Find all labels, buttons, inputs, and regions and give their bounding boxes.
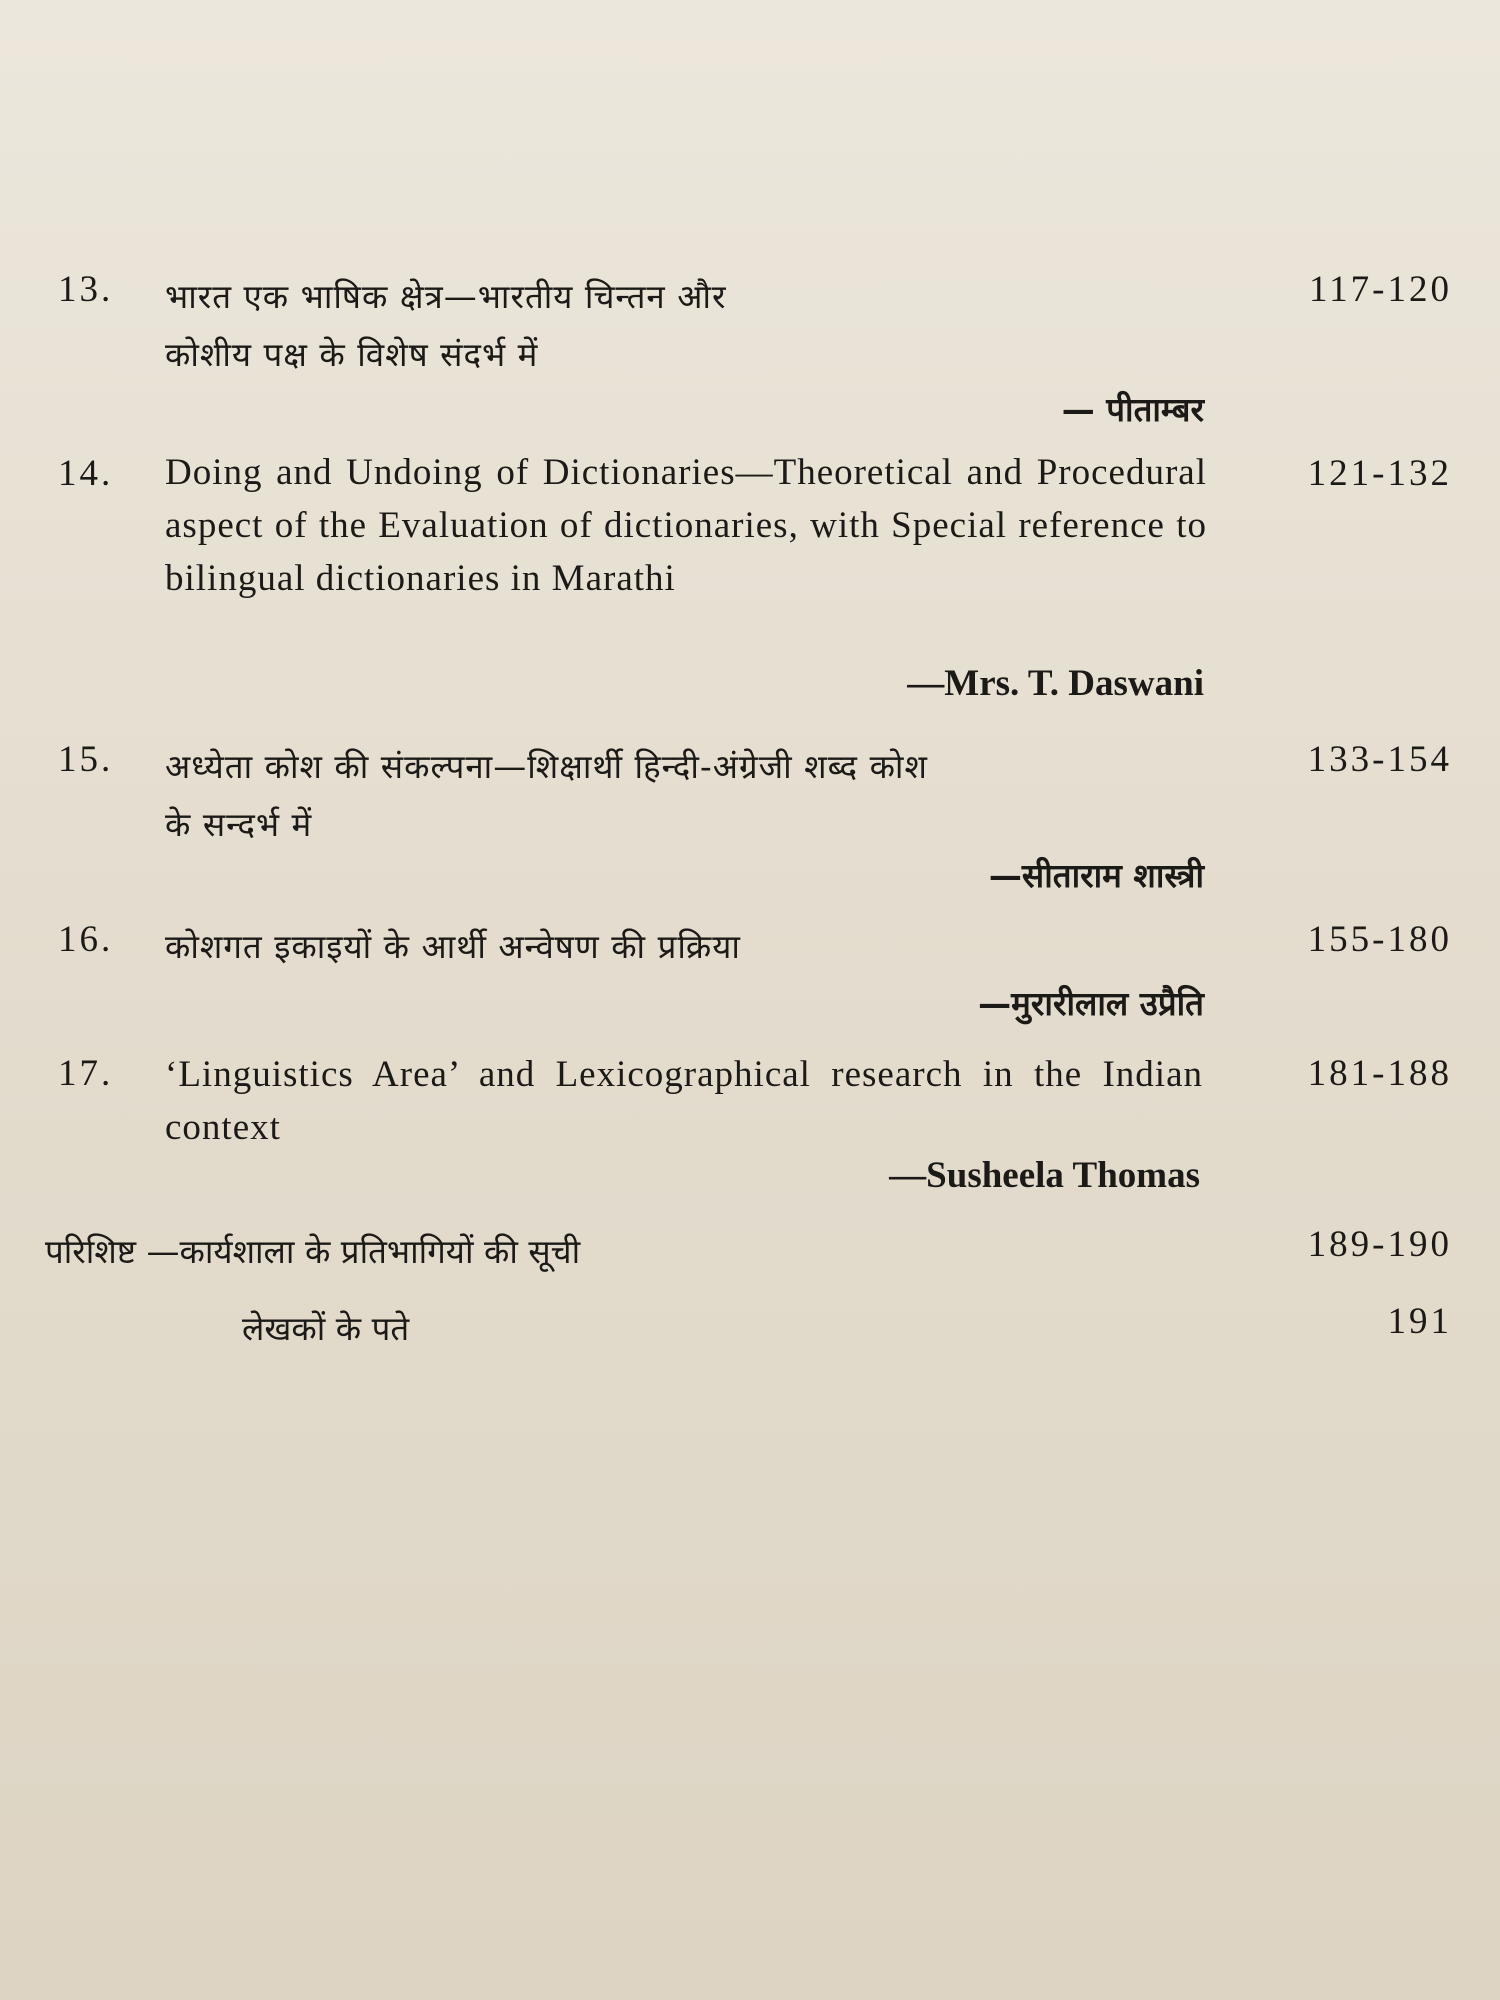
entry-title-line: अध्येता कोश की संकल्पना—शिक्षार्थी हिन्दी-अंग्रेजी शब्द कोश: [165, 747, 928, 786]
appendix-pages: 189-190: [1307, 1224, 1452, 1265]
entry-number: 13.: [58, 269, 114, 310]
entry-title-line: भारत एक भाषिक क्षेत्र—भारतीय चिन्तन और: [165, 277, 727, 316]
entry-pages: 121-132: [1307, 453, 1452, 494]
entry-pages: 117-120: [1309, 269, 1452, 310]
entry-title-line: कोशगत इकाइयों के आर्थी अन्वेषण की प्रक्रिया: [165, 927, 741, 966]
entry-title: ‘Linguistics Area’ and Lexicographical research in the Indian context: [165, 1054, 1203, 1148]
entry-title: [165, 270, 1210, 381]
entry-pages: 133-154: [1307, 739, 1452, 780]
appendix-title: परिशिष्ट —कार्यशाला के प्रतिभागियों की सूची: [45, 1232, 581, 1271]
entry-author: — पीताम्बर: [1061, 390, 1204, 429]
entry-title: [165, 740, 1245, 851]
entry-number: 14.: [58, 453, 114, 494]
entry-author: —सीताराम शास्त्री: [988, 856, 1204, 895]
entry-title-line: के सन्दर्भ में: [165, 805, 313, 844]
entry-number: 16.: [58, 919, 114, 960]
entry-pages: 181-188: [1307, 1053, 1452, 1094]
entry-number: 15.: [58, 739, 114, 780]
entry-author: —Susheela Thomas: [889, 1155, 1200, 1196]
entry-title: Doing and Undoing of Dictionaries—Theoretical and Procedural aspect of the Evaluation of dictionaries, with Special reference to bilingual dictionaries in Marathi: [165, 452, 1207, 599]
entry-title: [165, 920, 1210, 973]
entry-title-line: कोशीय पक्ष के विशेष संदर्भ में: [165, 335, 539, 374]
entry-number: 17.: [58, 1053, 114, 1094]
entry-author: —Mrs. T. Daswani: [907, 663, 1204, 704]
entry-pages: 155-180: [1307, 919, 1452, 960]
authors-addresses-title: लेखकों के पते: [242, 1309, 410, 1348]
authors-addresses-pages: 191: [1387, 1301, 1452, 1342]
entry-author: —मुरारीलाल उप्रैति: [978, 984, 1204, 1023]
